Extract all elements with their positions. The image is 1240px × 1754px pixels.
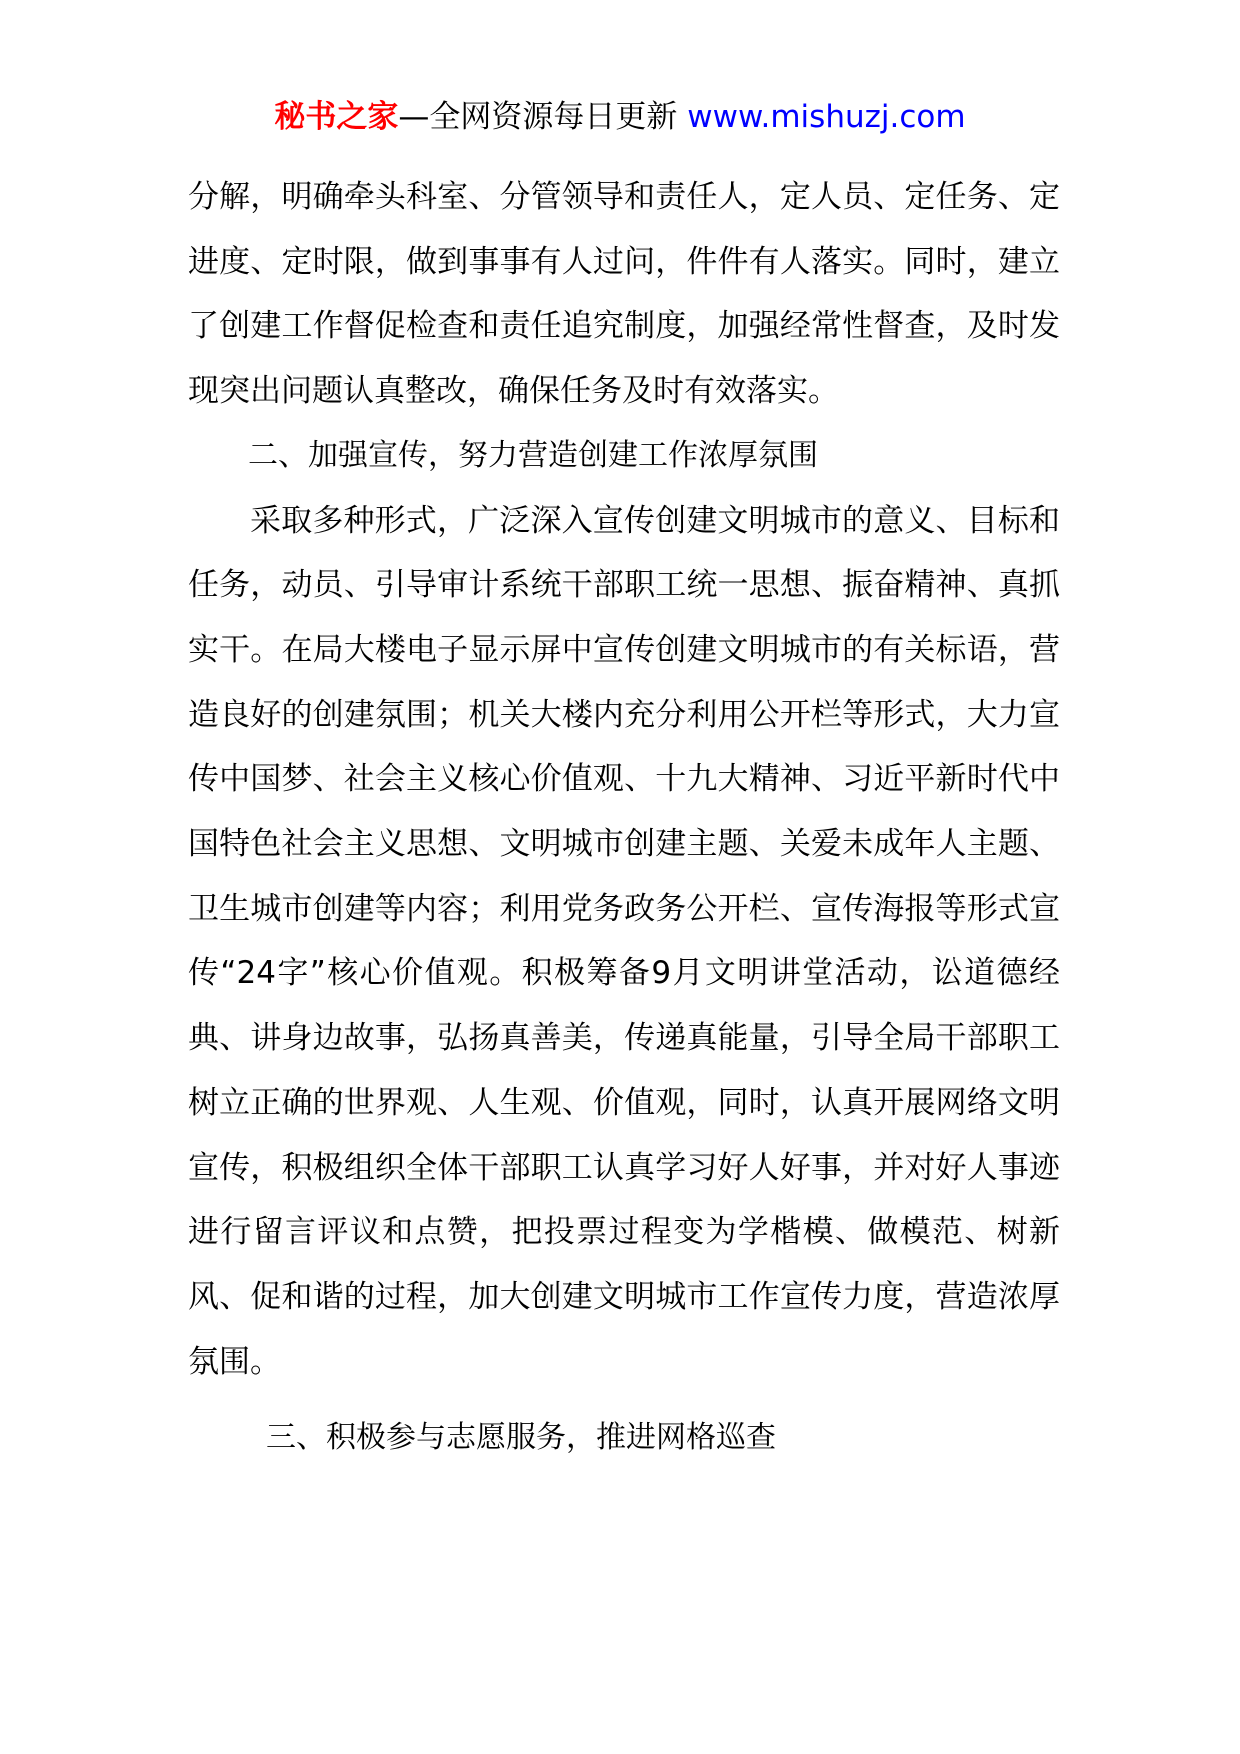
document-body xyxy=(188,165,1060,1471)
site-url-link[interactable]: www.mishuzj.com xyxy=(687,99,966,135)
site-slogan: —全网资源每日更新 xyxy=(398,99,678,135)
site-brand: 秘书之家 xyxy=(274,99,399,135)
paragraph-publicity: 采取多种形式，广泛深入宣传创建文明城市的意义、目标和任务，动员、引导审计系统干部职工统一思想、振奋精神、真抓实干。在局大楼电子显示屏中宣传创建文明城市的有关标语，营造良好的创建氛围；机关大楼内充分利用公开栏等形式，大力宣传中国梦、社会主义核心价值观、十九大精神、习近平新时代中国特色社会主义思想、文明城市创建主题、关爱未成年人主题、卫生城市创建等内容；利用党务政务公开栏、宣传海报等形式宣传“24字”核心价值观。积极筹备9月文明讲堂活动，讼道德经典、讲身边故事，弘扬真善美，传递真能量，引导全局干部职工树立正确的世界观、人生观、价值观，同时，认真开展网络文明宣传，积极组织全体干部职工认真学习好人好事，并对好人事迹进行留言评议和点赞，把投票过程变为学楷模、做模范、树新风、促和谐的过程，加大创建文明城市工作宣传力度，营造浓厚氛围。 xyxy=(188,502,1060,1380)
section-heading-3: 三、积极参与志愿服务，推进网格巡查 xyxy=(266,1420,776,1456)
paragraph-continued: 分解，明确牵头科室、分管领导和责任人，定人员、定任务、定进度、定时限，做到事事有人过问，件件有人落实。同时，建立了创建工作督促检查和责任追究制度，加强经常性督查，及时发现突出问题认真整改，确保任务及时有效落实。 xyxy=(188,179,1060,410)
site-header xyxy=(0,97,1240,137)
section-heading-2: 二、加强宣传，努力营造创建工作浓厚氛围 xyxy=(248,437,818,473)
